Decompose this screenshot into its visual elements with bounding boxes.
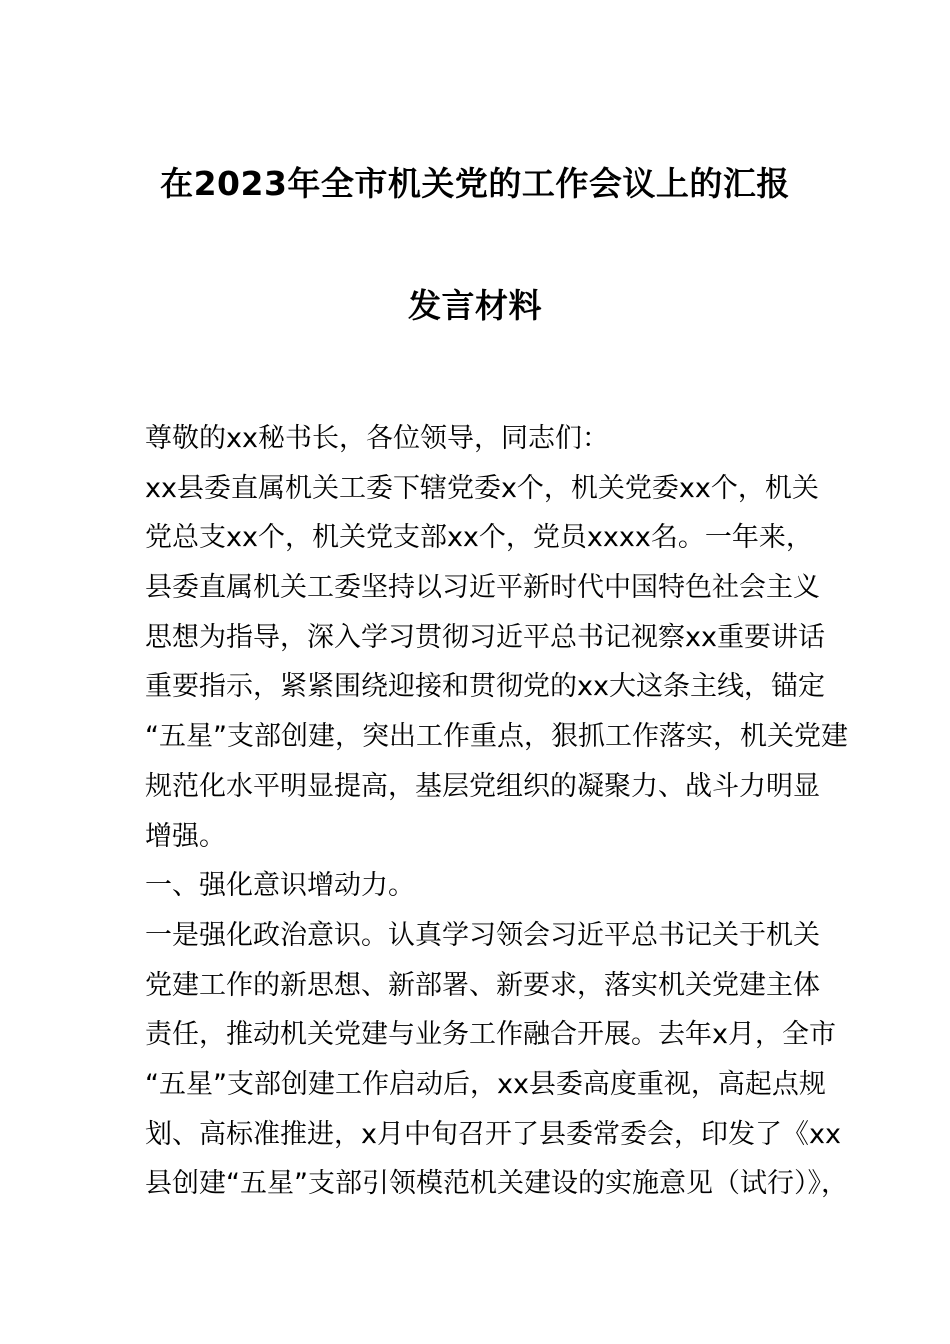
body-line: 思想为指导，深入学习贯彻习近平总书记视察xx重要讲话 <box>145 621 825 653</box>
body-line: 重要指示，紧紧围绕迎接和贯彻党的xx大这条主线，锚定 <box>145 671 825 703</box>
body-line: 党总支xx个，机关党支部xx个，党员xxxx名。一年来， <box>145 522 813 554</box>
body-line: 一是强化政治意识。认真学习领会习近平总书记关于机关 <box>145 919 820 951</box>
body-line: 规范化水平明显提高，基层党组织的凝聚力、战斗力明显 <box>145 770 820 802</box>
body-line: “五星”支部创建工作启动后，xx县委高度重视，高起点规 <box>145 1068 826 1100</box>
body-line: 党建工作的新思想、新部署、新要求，落实机关党建主体 <box>145 969 820 1001</box>
body-line: 责任，推动机关党建与业务工作融合开展。去年x月，全市 <box>145 1019 836 1051</box>
body-line: 增强。 <box>145 820 226 852</box>
document-title-line-2: 发言材料 <box>408 286 542 325</box>
body-line: 县委直属机关工委坚持以习近平新时代中国特色社会主义 <box>145 572 820 604</box>
document-title-line-1: 在2023年全市机关党的工作会议上的汇报 <box>160 164 790 203</box>
body-line: 县创建“五星”支部引领模范机关建设的实施意见（试行）》， <box>145 1168 848 1200</box>
body-line: 划、高标准推进，x月中旬召开了县委常委会，印发了《xx <box>145 1118 841 1150</box>
body-line: “五星”支部创建，突出工作重点，狠抓工作落实，机关党建 <box>145 721 848 753</box>
body-line: 尊敬的xx秘书长，各位领导，同志们： <box>145 423 609 454</box>
section-heading: 一、强化意识增动力。 <box>145 870 415 902</box>
document-body <box>145 421 848 1216</box>
body-line: xx县委直属机关工委下辖党委x个，机关党委xx个，机关 <box>145 472 819 504</box>
